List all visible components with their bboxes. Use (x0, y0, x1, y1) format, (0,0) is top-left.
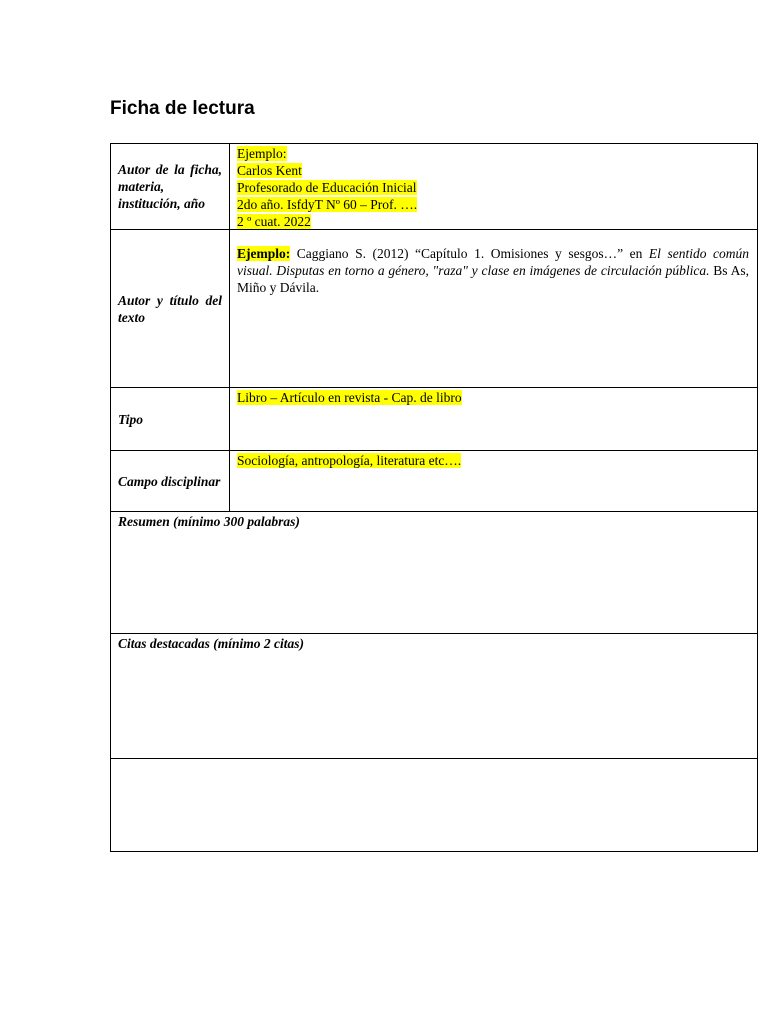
value-campo[interactable] (230, 451, 758, 512)
citation-end: Bs As, Miño y Dávila. (237, 263, 749, 295)
label-tipo-text: Tipo (118, 411, 143, 427)
citas-label: Citas destacadas (mínimo 2 citas) (118, 636, 305, 651)
autor-ficha-line-5: 2 º cuat. 2022 (237, 214, 311, 229)
label-tipo (111, 388, 230, 451)
label-autor-titulo-text: Autor y título del texto (118, 292, 222, 325)
citation-title: El sentido común visual. Disputas en torno a género, "raza" y clase en imágenes de circulación pública. (237, 246, 749, 278)
value-autor-titulo[interactable] (230, 230, 758, 388)
label-autor-ficha (111, 144, 230, 230)
tipo-value: Libro – Artículo en revista - Cap. de libro (237, 390, 462, 405)
example-label: Ejemplo: (237, 246, 291, 261)
campo-value: Sociología, antropología, literatura etc…. (237, 453, 462, 468)
label-campo-text: Campo disciplinar (118, 473, 221, 489)
page-title: Ficha de lectura (110, 98, 255, 119)
value-tipo[interactable] (230, 388, 758, 451)
extra-section[interactable] (111, 759, 758, 852)
label-autor-ficha-text: Autor de la ficha, materia, institución, año (118, 162, 222, 211)
resumen-section[interactable] (111, 512, 758, 634)
citas-section[interactable] (111, 634, 758, 759)
autor-ficha-line-3: Profesorado de Educación Inicial (237, 180, 417, 195)
autor-ficha-line-2: Carlos Kent (237, 163, 302, 178)
citation-start: Caggiano S. (2012) “Capítulo 1. Omisiones y sesgos…” en (290, 246, 649, 261)
autor-ficha-line-1: Ejemplo: (237, 146, 287, 161)
resumen-label: Resumen (mínimo 300 palabras) (118, 514, 300, 529)
label-autor-titulo (111, 230, 230, 388)
value-autor-ficha[interactable] (230, 144, 758, 230)
label-campo (111, 451, 230, 512)
reading-card-table (110, 143, 758, 852)
autor-ficha-line-4: 2do año. IsfdyT Nº 60 – Prof. …. (237, 197, 418, 212)
